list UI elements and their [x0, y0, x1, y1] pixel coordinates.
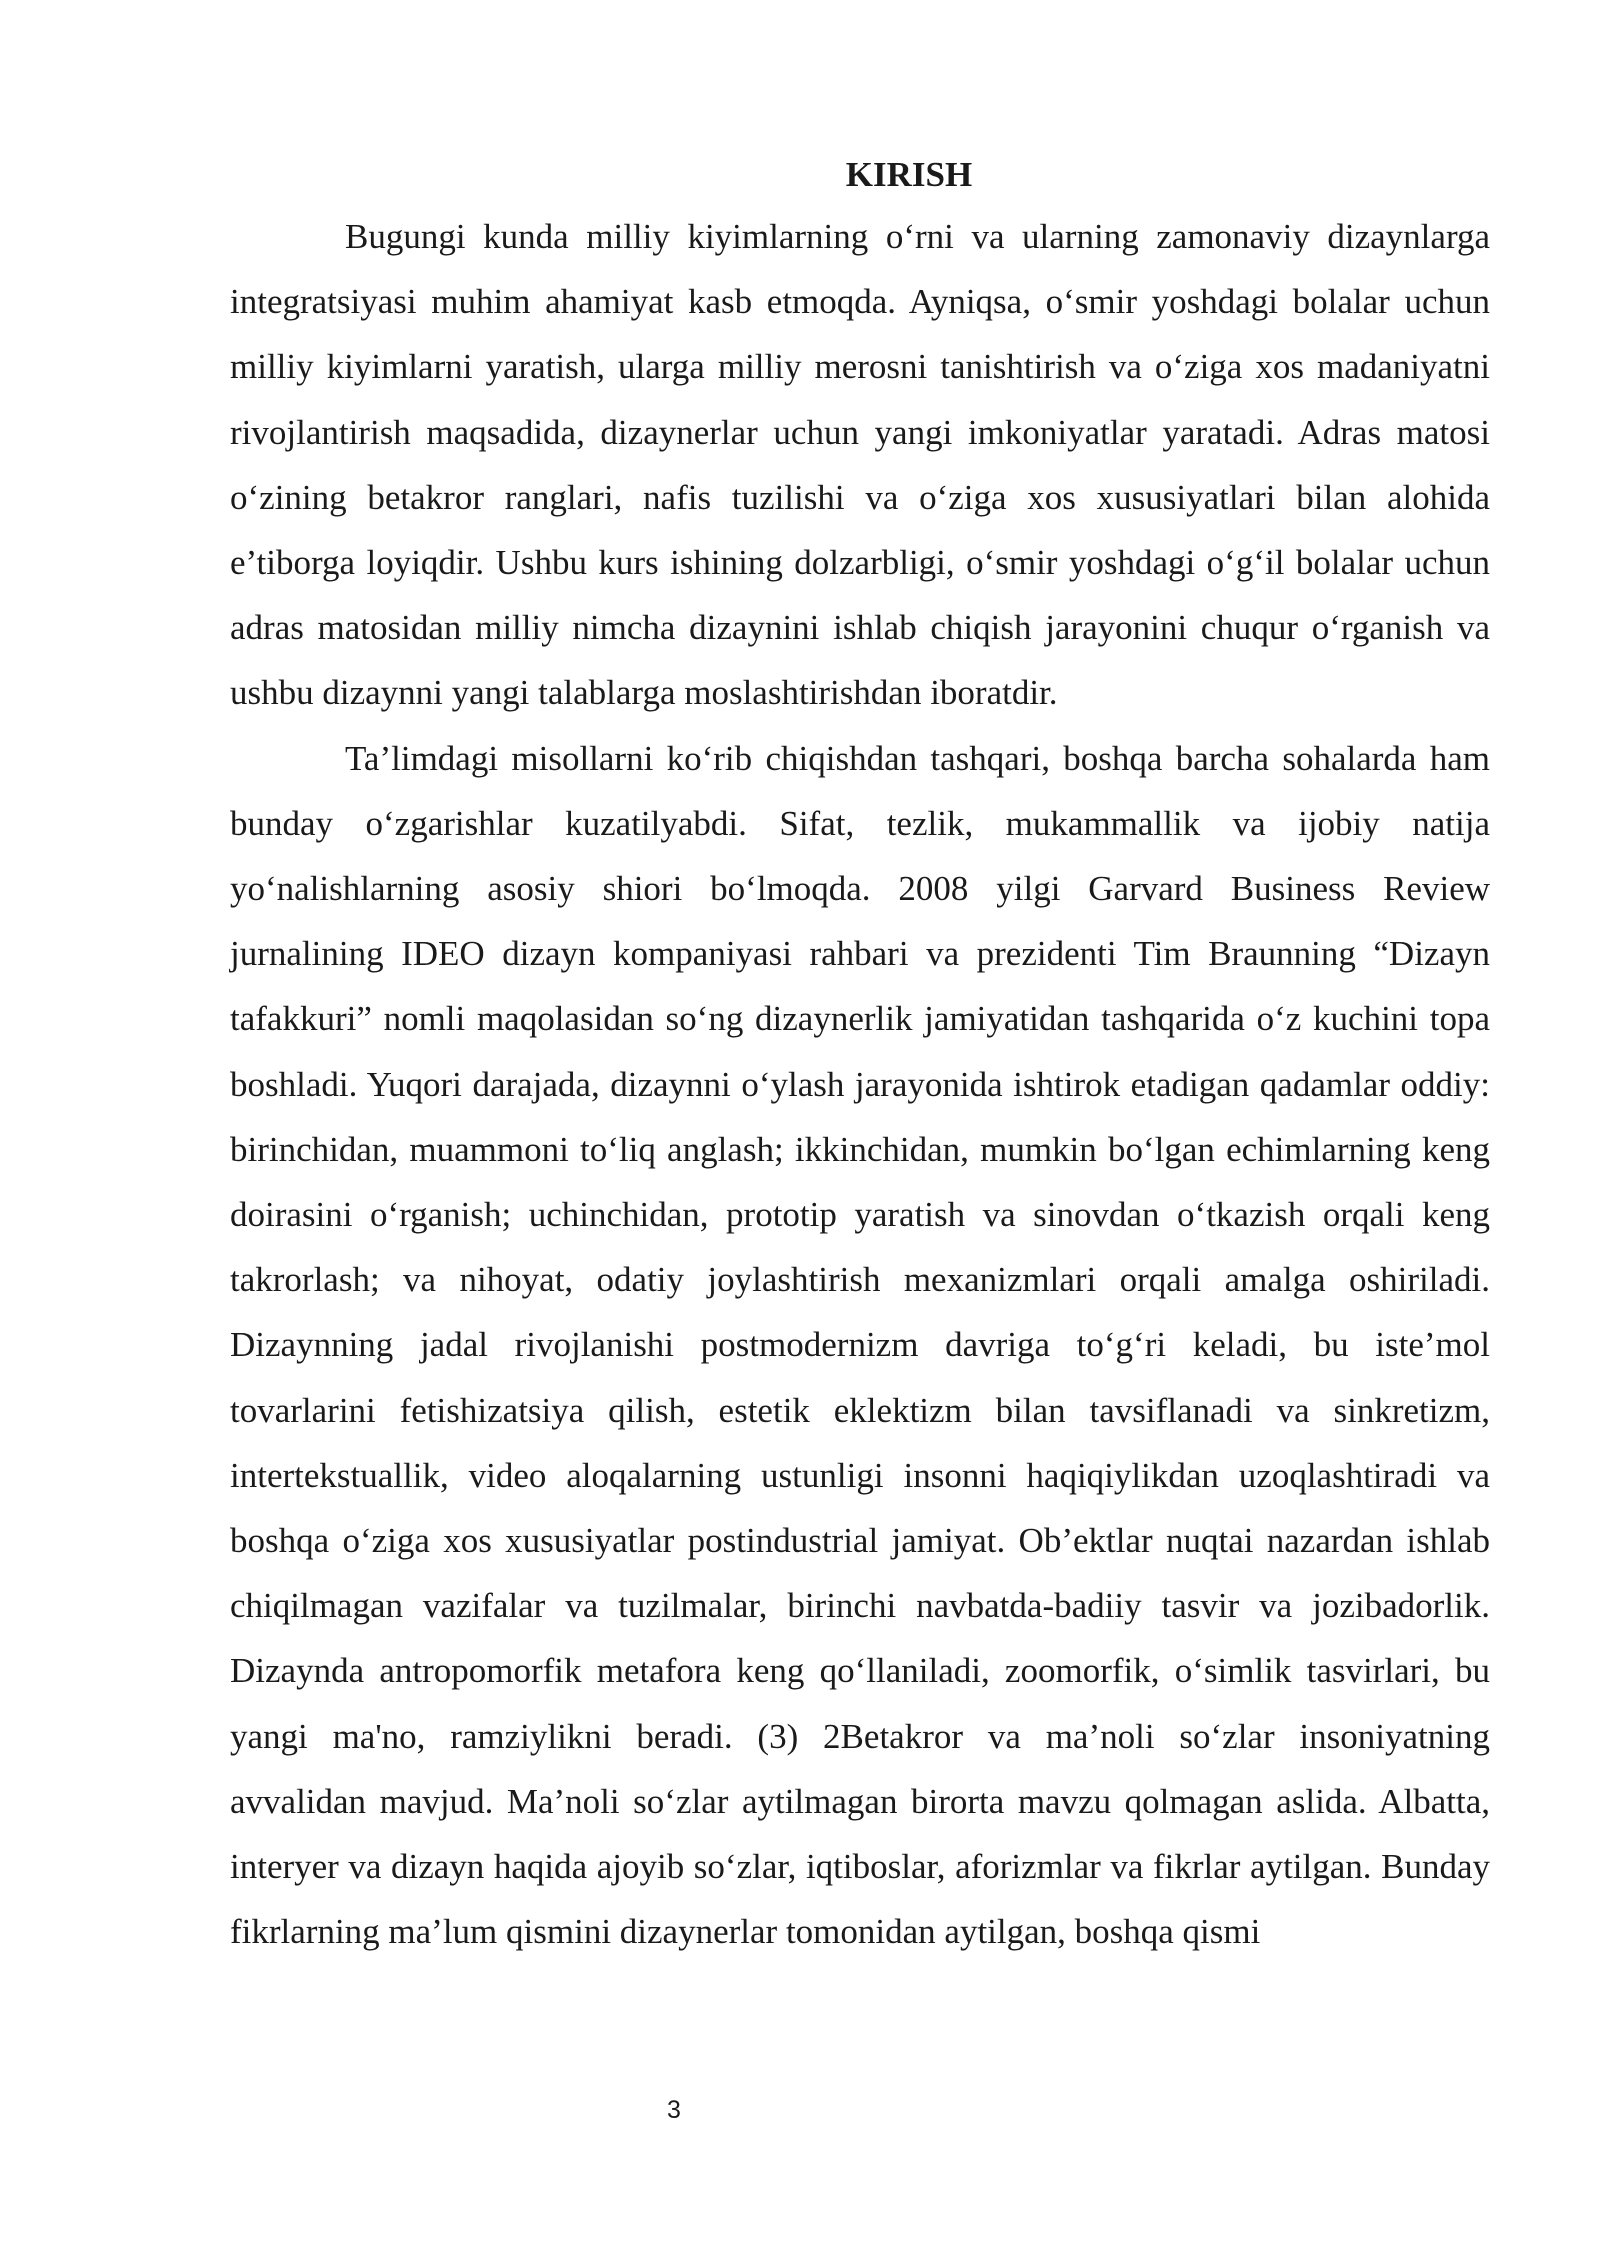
- page-content: [230, 148, 1490, 1964]
- paragraph-design-thinking: Ta’limdagi misollarni ko‘rib chiqishdan tashqari, boshqa barcha sohalarda ham bunday o‘zgarishlar kuzatilyabdi. Sifat, tezlik, mukammallik va ijobiy natija yo‘nalishlarning asosiy shiori bo‘lmoqda. 2008 yilgi Garvard Business Review jurnalining IDEO dizayn kompaniyasi rahbari va prezidenti Tim Braunning “Dizayn tafakkuri” nomli maqolasidan so‘ng dizaynerlik jamiyatidan tashqarida o‘z kuchini topa boshladi. Yuqori darajada, dizaynni o‘ylash jarayonida ishtirok etadigan qadamlar oddiy: birinchidan, muammoni to‘liq anglash; ikkinchidan, mumkin bo‘lgan echimlarning keng doirasini o‘rganish; uchinchidan, prototip yaratish va sinovdan o‘tkazish orqali keng takrorlash; va nihoyat, odatiy joylashtirish mexanizmlari orqali amalga oshiriladi. Dizaynning jadal rivojlanishi postmodernizm davriga to‘g‘ri keladi, bu iste’mol tovarlarini fetishizatsiya qilish, estetik eklektizm bilan tavsiflanadi va sinkretizm, intertekstuallik, video aloqalarning ustunligi insonni haqiqiylikdan uzoqlashtiradi va boshqa o‘ziga xos xususiyatlar postindustrial jamiyat. Ob’ektlar nuqtai nazardan ishlab chiqilmagan vazifalar va tuzilmalar, birinchi navbatda-badiiy tasvir va jozibadorlik. Dizaynda antropomorfik metafora keng qo‘llaniladi, zoomorfik, o‘simlik tasvirlari, bu yangi ma'no, ramziylikni beradi. (3) 2Betakror va ma’noli so‘zlar insoniyatning avvalidan mavjud. Ma’noli so‘zlar aytilmagan birorta mavzu qolmagan aslida. Albatta, interyer va dizayn haqida ajoyib so‘zlar, iqtiboslar, aforizmlar va fikrlar aytilgan. Bunday fikrlarning ma’lum qismini dizaynerlar tomonidan aytilgan, boshqa qismi: [230, 738, 1490, 1952]
- paragraph-intro: Bugungi kunda milliy kiyimlarning o‘rni va ularning zamonaviy dizaynlarga integratsiyasi muhim ahamiyat kasb etmoqda. Ayniqsa, o‘smir yoshdagi bolalar uchun milliy kiyimlarni yaratish, ularga milliy merosni tanishtirish va o‘ziga xos madaniyatni rivojlantirish maqsadida, dizaynerlar uchun yangi imkoniyatlar yaratadi. Adras matosi o‘zining betakror ranglari, nafis tuzilishi va o‘ziga xos xususiyatlari bilan alohida e’tiborga loyiqdir. Ushbu kurs ishining dolzarbligi, o‘smir yoshdagi o‘g‘il bolalar uchun adras matosidan milliy nimcha dizaynini ishlab chiqish jarayonini chuqur o‘rganish va ushbu dizaynni yangi talablarga moslashtirishdan iboratdir.: [230, 217, 1490, 713]
- section-title: KIRISH: [845, 155, 973, 194]
- page-number: 3: [667, 2096, 681, 2124]
